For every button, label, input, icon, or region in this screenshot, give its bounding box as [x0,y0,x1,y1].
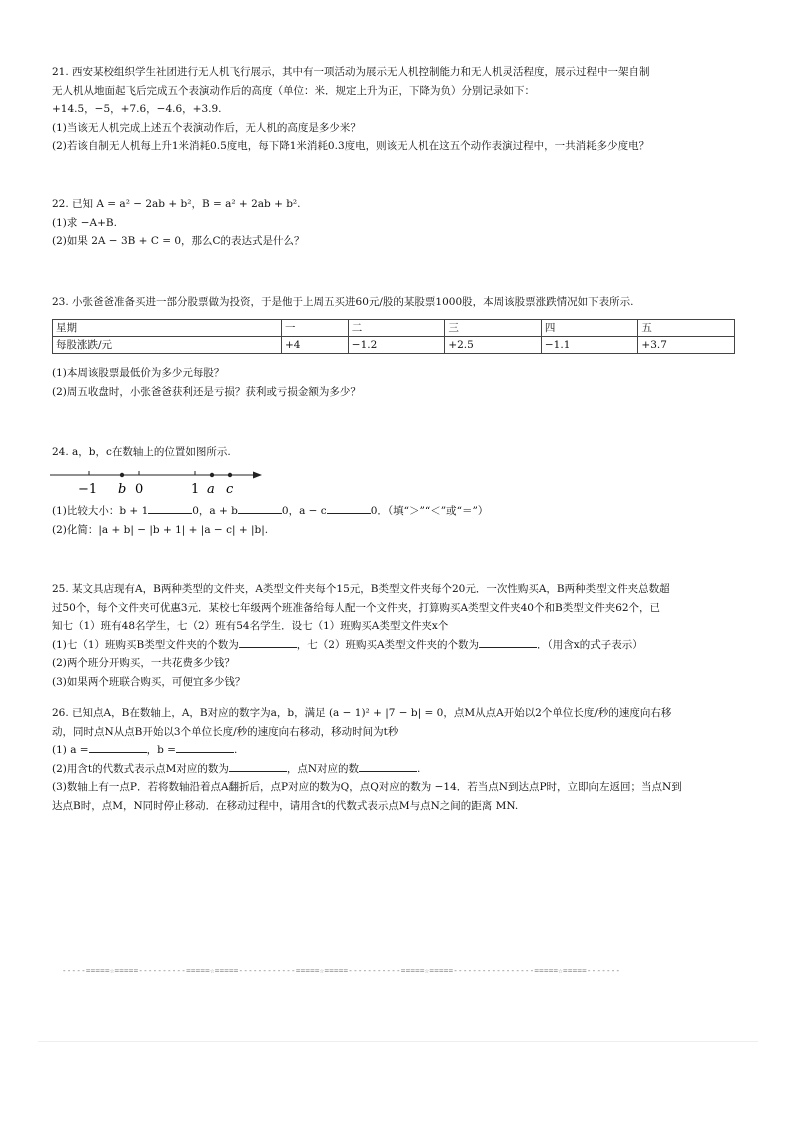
q25-part1 [52,636,742,655]
label-minus-one: −1 [78,482,98,496]
answer-blank[interactable] [359,760,417,772]
q25-line3: 知七（1）班有48名学生，七（2）班有54名学生．设七（1）班购买A类型文件夹x个 [52,620,449,632]
q23-line1: 23. 小张爸爸准备买进一部分股票做为投资，于是他于上周五买进60元/股的某股票1000股，本周该股票涨跌情况如下表所示. [52,296,634,308]
q26-part3-line1: (3)数轴上有一点P．若将数轴沿着点A翻折后，点P对应的数为Q，点Q对应的数为 −14．若当点N到达点P时，立即向左返回；当点N到 [52,781,682,793]
point-b [120,473,124,477]
table-cell: −1.2 [348,337,445,354]
q25-line2: 过50个，每个文件夹可优惠3元．某校七年级两个班准备给每人配一个文件夹，打算购买A类型文件夹40个和B类型文件夹62个，已 [52,601,661,614]
number-line-arrow [253,472,262,479]
answer-blank[interactable] [239,636,297,648]
stock-change-table [52,319,735,354]
q21-line3: +14.5，−5，+7.6，−4.6，+3.9. [52,103,222,115]
question-24 [52,443,742,462]
question-21 [52,63,742,156]
q21-part2: (2)若该自制无人机每上升1米消耗0.5度电，每下降1米消耗0.3度电，则该无人机在这五个动作表演过程中，一共消耗多少度电？ [52,140,650,152]
q26-part2-text-b: ，点N对应的数 [286,762,360,775]
q22-part1: (1)求 −A+B. [52,216,117,229]
q25-part1-text-a: (1)七（1）班购买B类型文件夹的个数为 [52,638,239,651]
table-cell: 每股涨跌/元 [53,337,282,354]
q25-line1: 25. 某文具店现有A，B两种类型的文件夹，A类型文件夹每个15元，B类型文件夹每个20元．一次性购买A，B两种类型文件夹总数超 [52,583,670,595]
q21-part1: (1)当该无人机完成上述五个表演动作后，无人机的高度是多少米？ [52,121,361,134]
table-cell: 一 [282,320,349,337]
table-cell: 星期 [53,320,282,337]
q24-compare-1: (1)比较大小：b + 1 [52,505,149,517]
q26-line1: 26. 已知点A，B在数轴上，A，B对应的数字为a，b，满足 (a − 1)² + |7 − b| = 0，点M从点A开始以2个单位长度/秒的速度向右移 [52,707,672,719]
table-cell: +3.7 [638,337,735,354]
table-cell: 四 [541,320,638,337]
answer-blank[interactable] [176,741,234,753]
label-zero: 0 [135,482,144,496]
table-cell: −1.1 [541,337,638,354]
label-one: 1 [191,482,200,496]
question-22 [52,195,742,251]
q26-part3-line2: 达点B时，点M，N同时停止移动．在移动过程中，请用含t的代数式表示点M与点N之间的距离 MN. [52,799,519,812]
q23-part1: (1)本周该股票最低价为多少元每股？ [52,367,225,379]
table-cell: 五 [638,320,735,337]
table-cell: 二 [348,320,445,337]
table-cell: +4 [282,337,349,354]
number-line-figure [50,466,270,496]
answer-blank[interactable] [327,502,371,514]
q24-part1 [52,502,742,521]
q21-line1: 21. 西安某校组织学生社团进行无人机飞行展示，其中有一项活动为展示无人机控制能力和无人机灵活程度，展示过程中一架自制 [52,66,650,78]
q24-compare-3: 0，a − c [281,505,327,517]
q21-line2: 无人机从地面起飞后完成五个表演动作后的高度（单位：米．规定上升为正，下降为负）分别记录如下： [52,84,535,97]
q26-part1-text-c: . [233,744,238,756]
q25-part3: (3)如果两个班联合购买，可便宜多少钱？ [52,675,246,688]
page-separator: -----=====☆=====----------=====☆=====------------=====☆=====-----------=====☆=====-----------------=====☆=====------- [62,966,621,975]
q23-part2: (2)周五收盘时，小张爸爸获利还是亏损？获利或亏损金额为多少？ [52,385,361,398]
answer-blank[interactable] [148,502,192,514]
q24-compare-2: 0，a + b [192,505,238,517]
label-c: c [226,482,234,496]
table-row [53,337,735,354]
table-cell: 三 [445,320,542,337]
q24-compare-hint: 0．（填“＞”“＜”或“＝”） [370,505,489,517]
bottom-divider [38,1041,758,1042]
question-25 [52,580,742,691]
q22-line1: 22. 已知 A = a² − 2ab + b²，B = a² + 2ab + b². [52,198,301,210]
q24-part2: (2)化简：|a + b| − |b + 1| + |a − c| + |b|. [52,523,269,536]
point-a [210,473,214,477]
question-23 [52,293,742,312]
q22-part2: (2)如果 2A − 3B + C = 0，那么C的表达式是什么？ [52,235,305,247]
answer-blank[interactable] [229,760,287,772]
table-row [53,320,735,337]
question-24-parts [52,502,742,539]
answer-blank[interactable] [89,741,147,753]
q25-part1-text-b: ，七（2）班购买A类型文件夹的个数为 [296,638,480,651]
point-c [228,473,232,477]
answer-blank[interactable] [479,636,537,648]
q25-part2: (2)两个班分开购买，一共花费多少钱？ [52,657,235,669]
q26-part2-text-c: . [417,762,421,775]
answer-blank[interactable] [238,502,282,514]
table-cell: +2.5 [445,337,542,354]
q26-part1-text-b: ，b = [146,744,176,756]
label-a: a [207,482,215,496]
q26-line2: 动，同时点N从点B开始以3个单位长度/秒的速度向右移动，移动时间为t秒 [52,725,399,738]
label-b: b [118,482,127,496]
q26-part1-text-a: (1) a = [52,744,89,756]
question-23-parts [52,364,742,401]
q26-part1 [52,741,742,760]
question-26 [52,704,742,815]
q24-line1: 24. a，b，c在数轴上的位置如图所示. [52,446,231,458]
q26-part2 [52,760,742,779]
q25-part1-text-c: ．（用含x的式子表示） [537,638,643,651]
q26-part2-text-a: (2)用含t的代数式表示点M对应的数为 [52,762,229,775]
